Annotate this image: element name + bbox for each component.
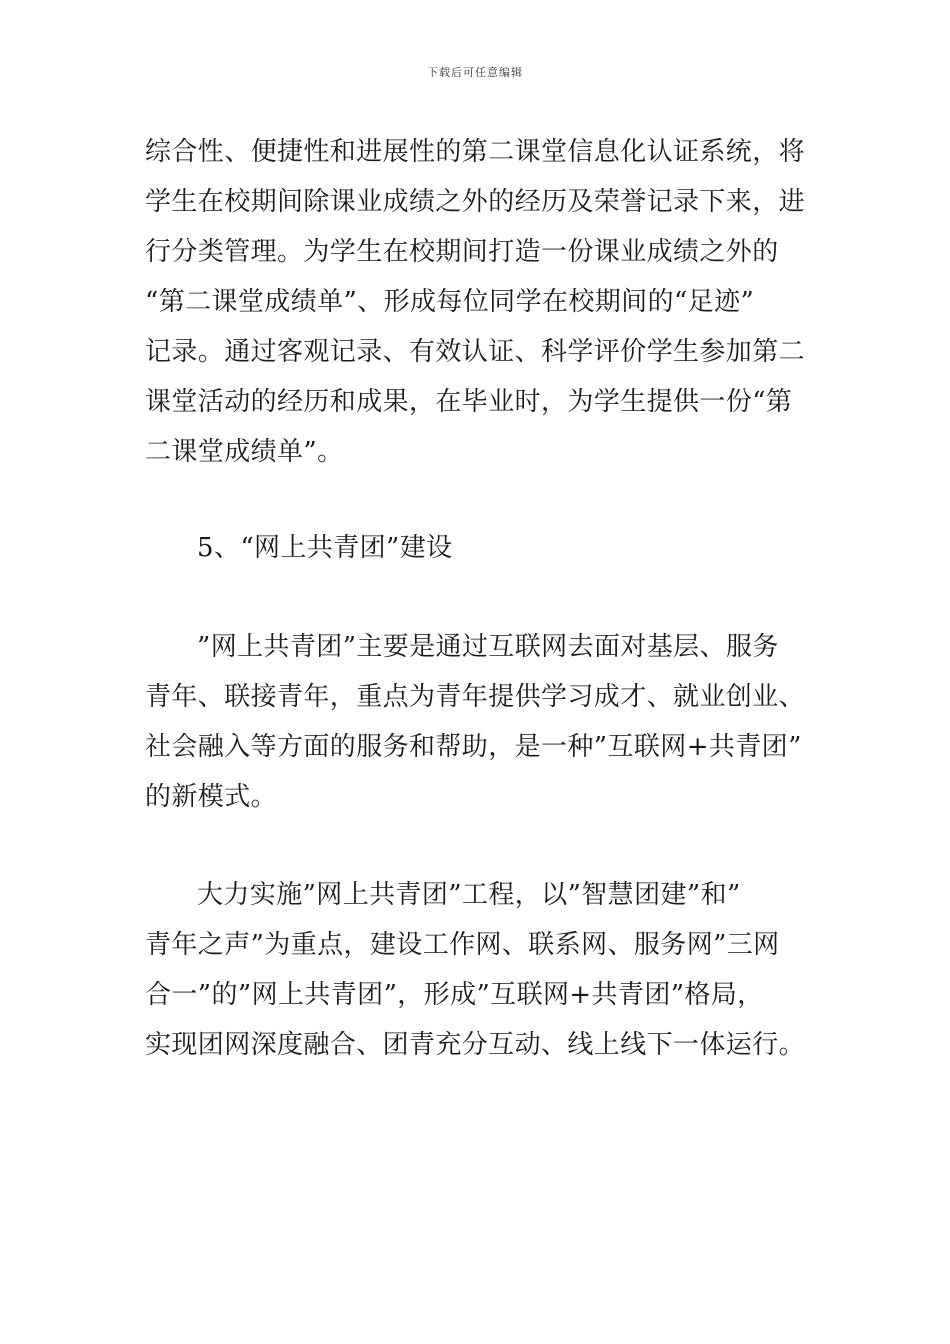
paragraph-line: 合一”的”网上共青团”，形成”互联网+共青团”格局， xyxy=(145,980,764,1010)
paragraph-3 xyxy=(145,870,810,1070)
paragraph-line: ”网上共青团”主要是通过互联网去面对基层、服务 xyxy=(197,632,779,662)
section-heading-text: 5、“网上共青团”建设 xyxy=(197,533,453,563)
paragraph-line: 学生在校期间除课业成绩之外的经历及荣誉记录下来，进 xyxy=(145,187,806,217)
paragraph-line: 课堂活动的经历和成果，在毕业时，为学生提供一份“第 xyxy=(145,387,793,417)
paragraph-line: 青年之声”为重点，建设工作网、联系网、服务网”三网 xyxy=(145,930,780,960)
paragraph-line: 行分类管理。为学生在校期间打造一份课业成绩之外的 xyxy=(145,237,779,267)
paragraph-2 xyxy=(145,622,810,822)
paragraph-line: 青年、联接青年，重点为青年提供学习成才、就业创业、 xyxy=(145,682,806,712)
paragraph-line: 记录。通过客观记录、有效认证、科学评价学生参加第二 xyxy=(145,337,806,367)
paragraph-line: 的新模式。 xyxy=(145,782,278,812)
page-header: 下载后可任意编辑 xyxy=(427,66,523,79)
paragraph-line: 综合性、便捷性和进展性的第二课堂信息化认证系统，将 xyxy=(145,137,806,167)
section-heading xyxy=(145,523,810,573)
paragraph-line: 社会融入等方面的服务和帮助，是一种”互联网+共青团” xyxy=(145,732,802,762)
paragraph-line: 实现团网深度融合、团青充分互动、线上线下一体运行。 xyxy=(145,1030,806,1060)
paragraph-1 xyxy=(145,127,810,477)
paragraph-line: 大力实施”网上共青团”工程，以”智慧团建”和” xyxy=(197,880,741,910)
paragraph-line: “第二课堂成绩单”、形成每位同学在校期间的“足迹” xyxy=(145,287,755,317)
paragraph-line: 二课堂成绩单”。 xyxy=(145,437,344,467)
